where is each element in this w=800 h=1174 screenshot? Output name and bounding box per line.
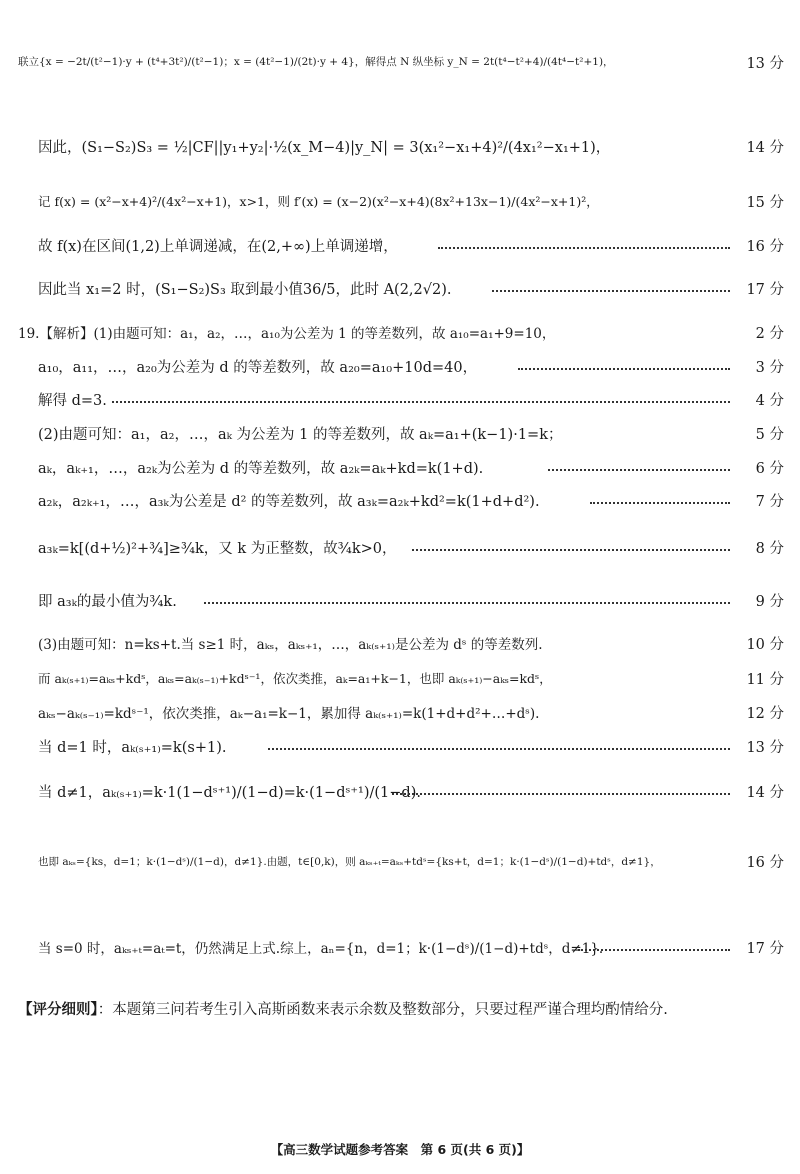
line-text: 19.【解析】(1)由题可知：a₁，a₂，…，a₁₀为公差为 1 的等差数列，故 a₁₀=a₁+9=10， bbox=[18, 326, 556, 342]
line-text: 解得 d=3. bbox=[38, 393, 107, 409]
score-label: 12 分 bbox=[746, 706, 784, 722]
grading-note-label: 【评分细则】 bbox=[18, 1002, 98, 1018]
score-label: 3 分 bbox=[755, 360, 784, 376]
dot-leader bbox=[438, 247, 730, 249]
score-label: 5 分 bbox=[755, 427, 784, 443]
line-text: 当 d=1 时，aₖ₍ₛ₊₁₎=k(s+1). bbox=[38, 740, 227, 756]
dot-leader bbox=[392, 793, 730, 795]
line-text: 而 aₖ₍ₛ₊₁₎=aₖₛ+kdˢ，aₖₛ=aₖ₍ₛ₋₁₎+kdˢ⁻¹，依次类推，aₖ=a₁+k−1，也即 aₖ₍ₛ₊₁₎−aₖₛ=kdˢ， bbox=[38, 671, 552, 686]
grading-note-text: ：本题第三问若考生引入高斯函数来表示余数及整数部分，只要过程严谨合理均酌情给分. bbox=[97, 1002, 668, 1018]
line-text: a₁₀，a₁₁，…，a₂₀为公差为 d 的等差数列，故 a₂₀=a₁₀+10d=40， bbox=[38, 360, 478, 376]
dot-leader bbox=[112, 401, 730, 403]
dot-leader bbox=[412, 549, 730, 551]
line-text: 即 a₃ₖ的最小值为¾k. bbox=[38, 594, 177, 610]
score-label: 2 分 bbox=[755, 326, 784, 342]
score-label: 16 分 bbox=[746, 239, 784, 255]
score-label: 16 分 bbox=[746, 855, 784, 871]
page-footer: 【高三数学试题参考答案 第 6 页(共 6 页)】 bbox=[270, 1142, 530, 1157]
line-text: a₂ₖ，a₂ₖ₊₁，…，a₃ₖ为公差是 d² 的等差数列，故 a₃ₖ=a₂ₖ+kd²=k(1+d+d²). bbox=[38, 494, 540, 510]
score-label: 13 分 bbox=[746, 740, 784, 756]
score-label: 10 分 bbox=[746, 637, 784, 653]
score-label: 14 分 bbox=[746, 785, 784, 801]
line-text: 联立{x = −2t/(t²−1)·y + (t⁴+3t²)/(t²−1)；x = (4t²−1)/(2t)·y + 4}，解得点 N 纵坐标 y_N = 2t(t⁴−t²+4)/(4t⁴−t²+1)， bbox=[18, 56, 614, 68]
dot-leader bbox=[204, 602, 730, 604]
score-label: 9 分 bbox=[755, 594, 784, 610]
line-text: 因此当 x₁=2 时，(S₁−S₂)S₃ 取到最小值36/5，此时 A(2,2√2). bbox=[38, 282, 452, 298]
score-label: 11 分 bbox=[746, 672, 784, 688]
score-label: 4 分 bbox=[755, 393, 784, 409]
grading-note bbox=[18, 998, 668, 1019]
dot-leader bbox=[492, 290, 730, 292]
line-text: aₖₛ−aₖ₍ₛ₋₁₎=kdˢ⁻¹，依次类推，aₖ−a₁=k−1，累加得 aₖ₍ₛ₊₁₎=k(1+d+d²+…+dˢ). bbox=[38, 706, 540, 722]
dot-leader bbox=[548, 469, 730, 471]
line-text: 当 d≠1，aₖ₍ₛ₊₁₎=k·1(1−dˢ⁺¹)/(1−d)=k·(1−dˢ⁺¹)/(1−d). bbox=[38, 785, 421, 801]
score-label: 15 分 bbox=[746, 195, 784, 211]
score-label: 7 分 bbox=[755, 494, 784, 510]
dot-leader bbox=[590, 502, 730, 504]
score-label: 14 分 bbox=[746, 140, 784, 156]
line-text: (3)由题可知：n=ks+t.当 s≥1 时，aₖₛ，aₖₛ₊₁，…，aₖ₍ₛ₊₁₎是公差为 dˢ 的等差数列. bbox=[38, 637, 543, 653]
score-label: 13 分 bbox=[746, 56, 784, 72]
line-text: 故 f(x)在区间(1,2)上单调递减，在(2,+∞)上单调递增， bbox=[38, 239, 398, 255]
line-text: 也即 aₖₛ={ks，d=1；k·(1−dˢ)/(1−d)，d≠1}.由题，t∈[0,k)，则 aₖₛ₊ₜ=aₖₛ+tdˢ={ks+t，d=1；k·(1−dˢ)/(1−d)+tdˢ，d≠1}， bbox=[38, 856, 661, 868]
score-label: 6 分 bbox=[755, 461, 784, 477]
score-label: 17 分 bbox=[746, 282, 784, 298]
dot-leader bbox=[578, 949, 730, 951]
line-text: 记 f(x) = (x²−x+4)²/(4x²−x+1)，x>1，则 f′(x) = (x−2)(x²−x+4)(8x²+13x−1)/(4x²−x+1)²， bbox=[38, 194, 599, 209]
line-text: 当 s=0 时，aₖₛ₊ₜ=aₜ=t，仍然满足上式.综上，aₙ={n，d=1；k·(1−dˢ)/(1−d)+tdˢ，d≠1}. bbox=[38, 941, 604, 957]
dot-leader bbox=[268, 748, 730, 750]
score-label: 17 分 bbox=[746, 941, 784, 957]
line-text: 因此，(S₁−S₂)S₃ = ½|CF||y₁+y₂|·½(x_M−4)|y_N| = 3(x₁²−x₁+4)²/(4x₁²−x₁+1)， bbox=[38, 140, 611, 156]
line-text: (2)由题可知：a₁，a₂，…，aₖ 为公差为 1 的等差数列，故 aₖ=a₁+(k−1)·1=k； bbox=[38, 427, 563, 443]
dot-leader bbox=[518, 368, 730, 370]
score-label: 8 分 bbox=[755, 541, 784, 557]
line-text: a₃ₖ=k[(d+½)²+¾]≥¾k，又 k 为正整数，故¾k>0， bbox=[38, 541, 397, 557]
line-text: aₖ，aₖ₊₁，…，a₂ₖ为公差为 d 的等差数列，故 a₂ₖ=aₖ+kd=k(1+d). bbox=[38, 461, 484, 477]
